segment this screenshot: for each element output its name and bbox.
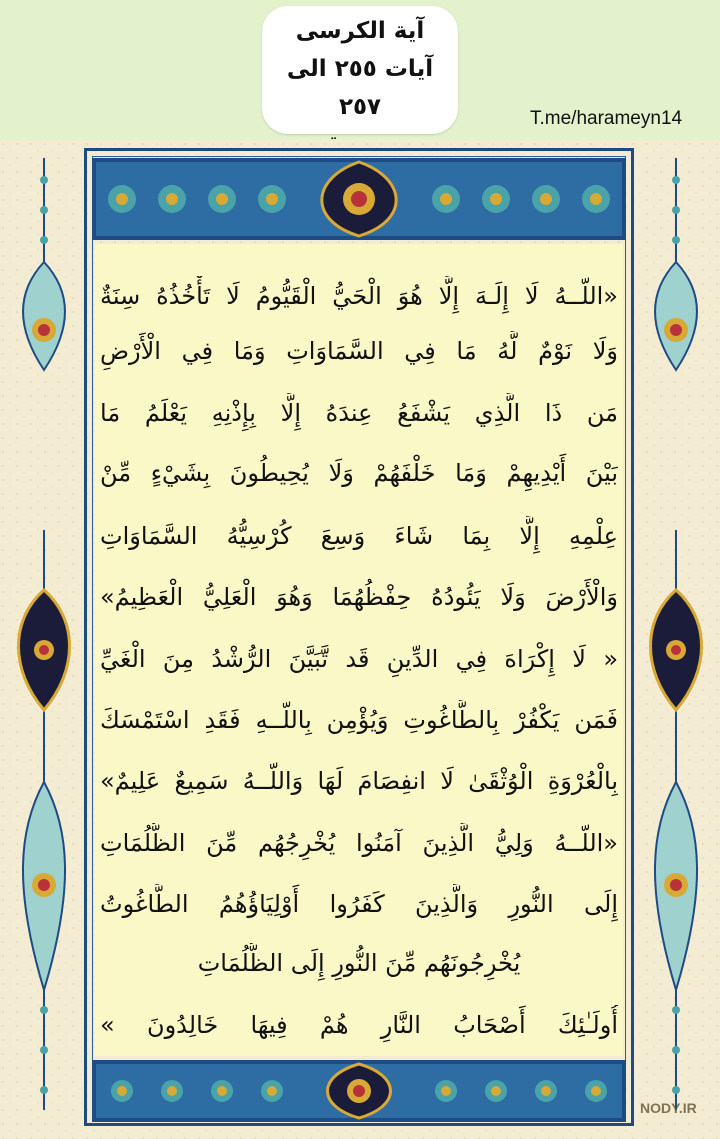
- verse-line: وَلَا نَوْمٌ لَّهُ مَا فِي السَّمَاوَاتِ وَمَا فِي الْأَرْضِ: [100, 337, 618, 365]
- watermark: NODY.IR: [640, 1100, 697, 1116]
- title-bubble: [262, 6, 458, 134]
- verse-line: مَن ذَا الَّذِي يَشْفَعُ عِندَهُ إِلَّا بِإِذْنِهِ يَعْلَمُ مَا: [100, 399, 618, 427]
- bottom-floral-band: [92, 1060, 626, 1122]
- verse-line: «اللّــهُ لَا إِلَـهَ إِلَّا هُوَ الْحَيُّ الْقَيُّومُ لَا تَأْخُذُهُ سِنَةٌ: [100, 282, 618, 310]
- right-margin-ornament: [640, 150, 712, 1120]
- title-line-2: آيات ٢٥٥ الى ٢٥٧: [286, 56, 434, 120]
- verse-line: إِلَى النُّورِ وَالَّذِينَ كَفَرُوا أَوْلِيَاؤُهُمُ الطَّاغُوتُ: [100, 890, 618, 918]
- verse-line: بِالْعُرْوَةِ الْوُثْقَىٰ لَا انفِصَامَ لَهَا وَاللّــهُ سَمِيعٌ عَلِيمٌ»: [100, 767, 618, 795]
- verse-line: أُولَـٰئِكَ أَصْحَابُ النَّارِ هُمْ فِيهَا خَالِدُونَ »: [100, 1011, 618, 1039]
- verse-line: «اللّــهُ وَلِيُّ الَّذِينَ آمَنُوا يُخْرِجُهُم مِّنَ الظُّلُمَاتِ: [100, 829, 618, 857]
- left-margin-ornament: [8, 150, 80, 1120]
- verse-line: وَالْأَرْضَ وَلَا يَئُودُهُ حِفْظُهُمَا وَهُوَ الْعَلِيُّ الْعَظِيمُ»: [100, 583, 618, 611]
- verse-line: « لَا إِكْرَاهَ فِي الدِّينِ قَد تَّبَيَّنَ الرُّشْدُ مِنَ الْغَيِّ: [100, 645, 618, 673]
- ornament-medallion-icon: [23, 262, 65, 370]
- channel-link[interactable]: T.me/harameyn14: [530, 108, 683, 129]
- verse-line: عِلْمِهِ إِلَّا بِمَا شَاءَ وَسِعَ كُرْسِيُّهُ السَّمَاوَاتِ: [100, 522, 618, 550]
- title-line-1: آية الكرسى: [295, 18, 425, 44]
- verse-line: فَمَن يَكْفُرْ بِالطَّاغُوتِ وَيُؤْمِن بِاللّــهِ فَقَدِ اسْتَمْسَكَ: [100, 706, 618, 734]
- top-floral-band: [92, 158, 626, 240]
- verse-line: بَيْنَ أَيْدِيهِمْ وَمَا خَلْفَهُمْ وَلَا يُحِيطُونَ بِشَيْءٍ مِّنْ: [100, 459, 618, 487]
- verse-line: يُخْرِجُونَهُم مِّنَ النُّورِ إِلَى الظُّلُمَاتِ: [197, 949, 521, 977]
